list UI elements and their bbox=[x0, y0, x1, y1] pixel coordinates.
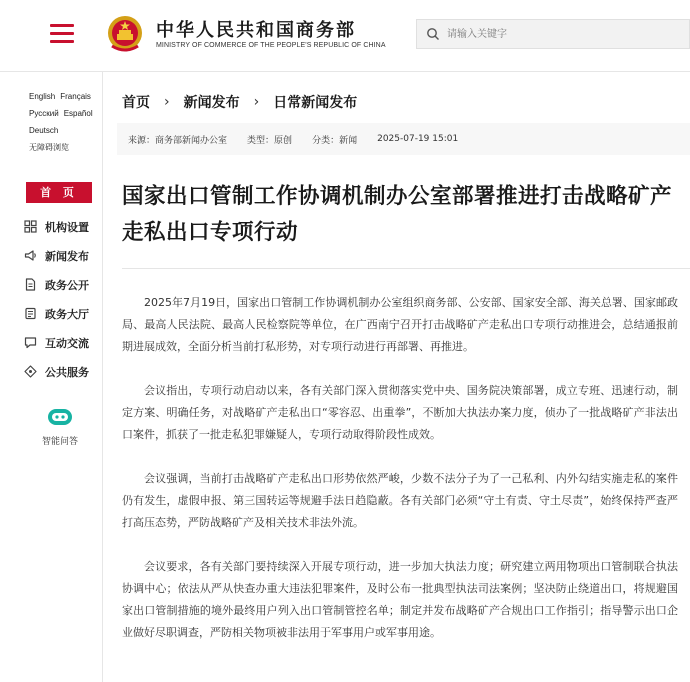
language-links bbox=[29, 88, 101, 156]
article-body bbox=[122, 292, 678, 666]
sidebar-item-label: 机构设置 bbox=[45, 220, 89, 234]
site-header bbox=[0, 0, 690, 72]
sidebar bbox=[0, 72, 103, 682]
document-icon bbox=[24, 278, 37, 291]
article-paragraph: 2025年7月19日，国家出口管制工作协调机制办公室组织商务部、公安部、国家安全部、海关总署、国家邮政局、最高人民法院、最高人民检察院等单位，在广西南宁召开打击战略矿产走私出口专项行动推进会，总结通报前期进展成效，全面分析当前打私形势，对专项行动进行再部署、再推进。 bbox=[122, 296, 678, 353]
divider bbox=[122, 268, 690, 269]
news-speaker-icon bbox=[24, 249, 37, 262]
robot-icon bbox=[46, 406, 74, 428]
national-emblem-icon bbox=[106, 14, 144, 54]
type-label: 类型： bbox=[247, 135, 275, 146]
site-subtitle: MINISTRY OF COMMERCE OF THE PEOPLE'S REPUBLIC OF CHINA bbox=[156, 42, 386, 49]
public-service-icon bbox=[24, 365, 37, 378]
search-input[interactable] bbox=[447, 24, 677, 44]
lang-spanish-link[interactable]: Español bbox=[63, 109, 93, 118]
nav-home-button[interactable]: 首 页 bbox=[26, 182, 92, 203]
sidebar-item-label: 政务大厅 bbox=[45, 307, 89, 321]
ai-qa-label: 智能问答 bbox=[41, 437, 78, 447]
search-box[interactable] bbox=[416, 19, 690, 49]
accessibility-link[interactable]: 无障碍浏览 bbox=[29, 143, 69, 152]
sidebar-nav bbox=[24, 212, 102, 386]
breadcrumb-home[interactable]: 首页 bbox=[122, 95, 150, 111]
search-icon[interactable] bbox=[426, 27, 440, 41]
lang-english-link[interactable]: English bbox=[29, 92, 56, 101]
chevron-right-icon: › bbox=[253, 94, 260, 110]
chevron-right-icon: › bbox=[164, 94, 170, 110]
article-paragraph: 会议要求，各有关部门要持续深入开展专项行动，进一步加大执法力度；研究建立两用物项出口管制联合执法协调中心；依法从严从快查办重大违法犯罪案件，及时公布一批典型执法司法案例；坚决防止绕道出口，将规避国家出口管制措施的境外最终用户列入出口管制管控名单；制定并发布战略矿产合规出口工作指引；指导警示出口企业做好尽职调查，严防相关物项被非法用于军事用户或军事用途。 bbox=[122, 560, 678, 639]
article-paragraph: 会议强调，当前打击战略矿产走私出口形势依然严峻，少数不法分子为了一己私利、内外勾结实施走私的案件仍有发生，虚假申报、第三国转运等规避手法日趋隐蔽。各有关部门必须“守土有责、守土尽责”，始终保持严查严打高压态势，严防战略矿产及相关技术非法外流。 bbox=[122, 472, 678, 529]
category-label: 分类： bbox=[312, 135, 340, 146]
sidebar-item-interaction[interactable] bbox=[24, 328, 102, 357]
article-paragraph: 会议指出，专项行动启动以来，各有关部门深入贯彻落实党中央、国务院决策部署，成立专班、迅速行动，制定方案、明确任务，对战略矿产走私出口“零容忍、出重拳”，不断加大执法办案力度，侦办了一批战略矿产非法出口案件，抓获了一批走私犯罪嫌疑人，专项行动取得阶段性成效。 bbox=[122, 384, 678, 441]
article-meta bbox=[117, 123, 690, 155]
sidebar-item-label: 公共服务 bbox=[45, 365, 89, 379]
sidebar-item-gov-affairs[interactable] bbox=[24, 270, 102, 299]
sidebar-item-public-service[interactable] bbox=[24, 357, 102, 386]
lang-french-link[interactable]: Français bbox=[60, 92, 91, 101]
breadcrumb bbox=[122, 92, 357, 112]
category-value: 新闻 bbox=[339, 135, 358, 146]
sidebar-item-label: 互动交流 bbox=[45, 336, 89, 350]
sidebar-item-service-hall[interactable] bbox=[24, 299, 102, 328]
site-title[interactable]: 中华人民共和国商务部 bbox=[156, 20, 356, 41]
article-title: 国家出口管制工作协调机制办公室部署推进打击战略矿产走私出口专项行动 bbox=[122, 184, 673, 245]
breadcrumb-news[interactable]: 新闻发布 bbox=[183, 95, 240, 111]
sidebar-item-org-structure[interactable] bbox=[24, 212, 102, 241]
breadcrumb-daily-news[interactable]: 日常新闻发布 bbox=[273, 95, 358, 111]
sidebar-item-news[interactable] bbox=[24, 241, 102, 270]
ai-qa-button[interactable] bbox=[36, 406, 84, 447]
publish-datetime: 2025-07-19 15:01 bbox=[377, 134, 459, 144]
type-value: 原创 bbox=[274, 135, 293, 146]
source-label: 来源： bbox=[128, 135, 156, 146]
source-value: 商务部新闻办公室 bbox=[155, 135, 228, 146]
sidebar-item-label: 政务公开 bbox=[45, 278, 89, 292]
service-hall-icon bbox=[24, 307, 37, 320]
org-structure-icon bbox=[24, 220, 37, 233]
lang-russian-link[interactable]: Русский bbox=[29, 109, 59, 118]
chat-icon bbox=[24, 336, 37, 349]
sidebar-item-label: 新闻发布 bbox=[45, 249, 89, 263]
menu-icon[interactable] bbox=[50, 24, 74, 44]
lang-german-link[interactable]: Deutsch bbox=[29, 126, 59, 135]
